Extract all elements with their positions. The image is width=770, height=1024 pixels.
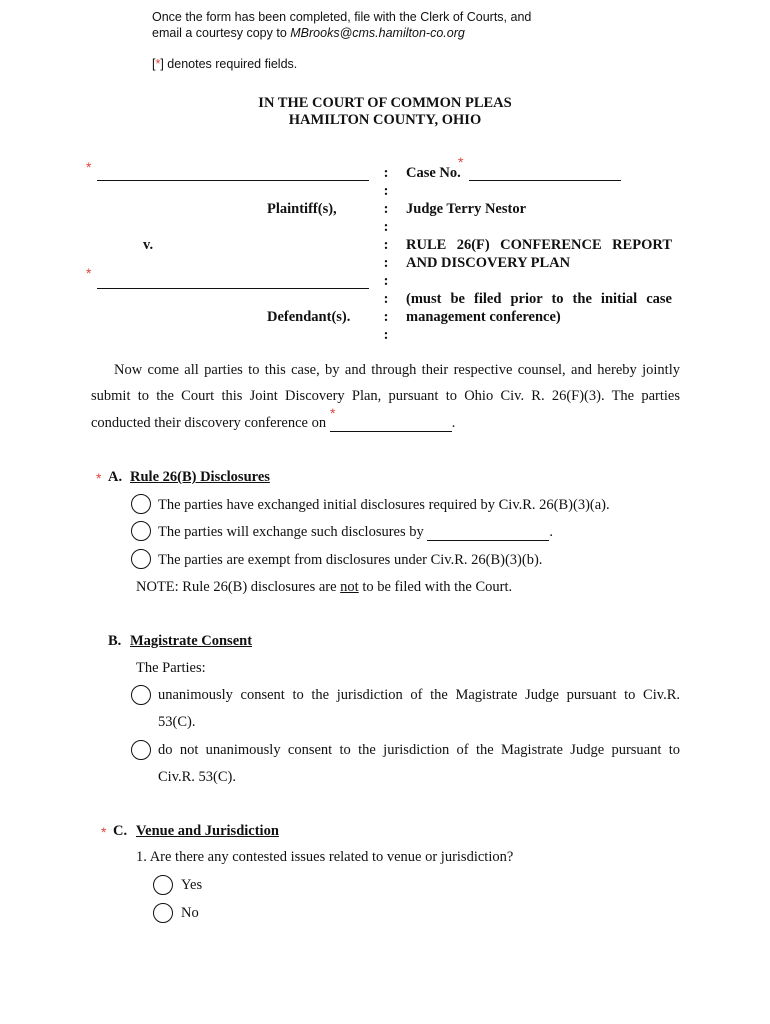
disclosures-exchanged-label: The parties have exchanged initial disclosures required by Civ.R. 26(B)(3)(a). [158,497,610,513]
plaintiff-name-field[interactable] [97,164,369,181]
caption-colon: : [383,165,389,181]
section-a-letter: A. [108,469,123,485]
disclosures-exchanged-radio[interactable] [131,494,151,514]
section-b-title: Magistrate Consent [130,633,253,649]
intro-line2: submit to the Court this Joint Discovery Plan, pursuant to Ohio Civ. R. 26(F)(3). The parties [91,388,680,404]
case-number-required-mark: * [458,154,464,170]
section-a-title: Rule 26(B) Disclosures [130,469,270,485]
section-c-required-mark: * [101,824,107,840]
caption-colon: : [383,327,389,343]
report-title-line2: AND DISCOVERY PLAN [406,255,571,271]
caption-colon: : [383,183,389,199]
conference-date-required-mark: * [330,405,336,421]
bracket-open: [ [152,57,156,71]
case-number-field[interactable] [469,164,621,181]
disclosures-note-emphasis: not [340,579,359,595]
section-a-required-mark: * [96,470,102,486]
unanimous-consent-line2: 53(C). [158,714,196,730]
no-unanimous-consent-radio[interactable] [131,740,151,760]
disclosures-note-prefix: NOTE: Rule 26(B) disclosures are [136,579,341,595]
caption-colon: : [383,255,389,271]
parties-intro: The Parties: [136,660,206,676]
disclosures-exempt-radio[interactable] [131,549,151,569]
section-b-letter: B. [108,633,122,649]
filing-instruction-line1: Once the form has been completed, file with the Clerk of Courts, and [152,10,532,24]
unanimous-consent-line1: unanimously consent to the jurisdiction of the Magistrate Judge pursuant to Civ.R. [158,687,680,703]
venue-no-radio[interactable] [153,903,173,923]
disclosures-will-exchange-text: The parties will exchange such disclosures by [158,524,424,540]
report-title-line1: RULE 26(F) CONFERENCE REPORT [406,237,672,253]
caption-colon: : [383,237,389,253]
conference-date-field[interactable] [330,417,452,432]
caption-colon: : [383,201,389,217]
plaintiff-label: Plaintiff(s), [267,201,337,217]
disclosures-will-exchange-radio[interactable] [131,521,151,541]
no-unanimous-consent-line1: do not unanimously consent to the jurisdiction of the Magistrate Judge pursuant to [158,742,680,758]
versus-label: v. [143,237,154,253]
intro-line3-period: . [451,415,456,431]
disclosures-will-exchange-label [158,524,553,541]
intro-line1: Now come all parties to this case, by and through their respective counsel, and hereby jointly [114,362,680,378]
venue-yes-radio[interactable] [153,875,173,895]
filing-instruction-line2 [152,25,465,41]
venue-yes-label: Yes [181,877,203,893]
intro-line3 [91,415,455,432]
caption-colon: : [383,219,389,235]
disclosures-note [136,579,512,596]
intro-line3-text: conducted their discovery conference on [91,415,327,431]
required-note-text: ] denotes required fields. [160,57,298,71]
no-unanimous-consent-line2: Civ.R. 53(C). [158,769,237,785]
required-fields-note [152,56,297,72]
caption-colon: : [383,291,389,307]
judge-name: Judge Terry Nestor [406,201,527,217]
disclosure-date-field[interactable] [427,526,549,541]
required-marker: * [155,57,161,71]
court-county: HAMILTON COUNTY, OHIO [288,112,482,128]
filing-deadline-note-line2: management conference) [406,309,561,325]
venue-question: 1. Are there any contested issues related to venue or jurisdiction? [136,849,514,865]
case-number-label: Case No. [406,165,461,181]
filing-instruction-prefix: email a courtesy copy to [152,26,291,40]
disclosures-exempt-label: The parties are exempt from disclosures under Civ.R. 26(B)(3)(b). [158,552,543,568]
caption-colon: : [383,273,389,289]
disclosures-will-exchange-period: . [549,524,554,540]
disclosures-note-suffix: to be filed with the Court. [358,579,513,595]
defendant-required-mark: * [86,265,92,281]
section-c-title: Venue and Jurisdiction [136,823,279,839]
filing-deadline-note-line1: (must be filed prior to the initial case [406,291,672,307]
courtesy-email[interactable]: MBrooks@cms.hamilton-co.org [290,26,465,40]
caption-colon: : [383,309,389,325]
court-name: IN THE COURT OF COMMON PLEAS [258,95,512,111]
section-c-letter: C. [113,823,128,839]
defendant-name-field[interactable] [97,272,369,289]
plaintiff-required-mark: * [86,159,92,175]
unanimous-consent-radio[interactable] [131,685,151,705]
defendant-label: Defendant(s). [267,309,351,325]
venue-no-label: No [181,905,199,921]
